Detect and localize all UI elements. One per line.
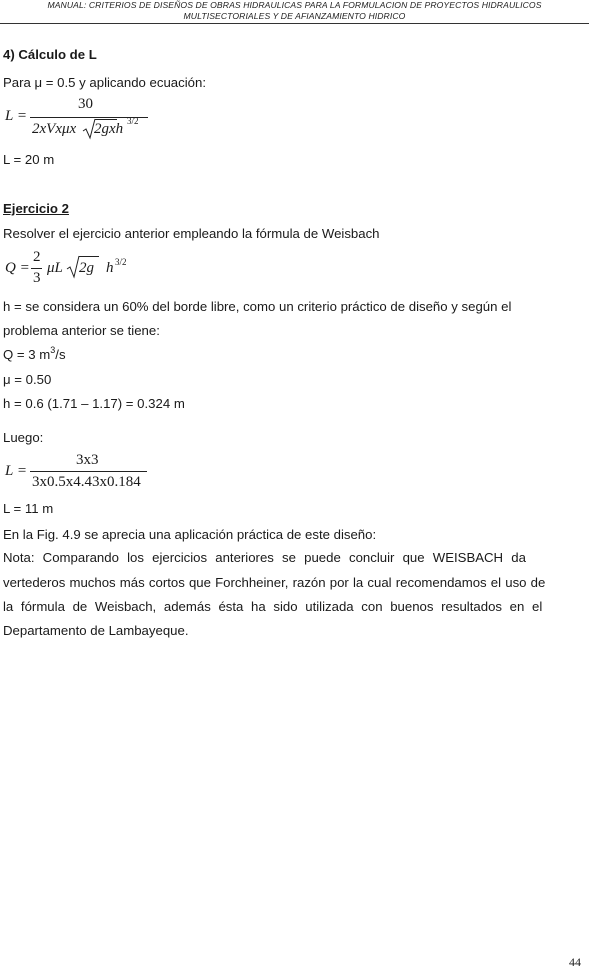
header-line-2: MULTISECTORIALES Y DE AFIANZAMIENTO HIDRICO [183,11,406,21]
intro-text: Para μ = 0.5 y aplicando ecuación: [3,75,206,90]
eq3-numerator: 3x3 [76,452,99,468]
fig-reference: En la Fig. 4.9 se aprecia una aplicación práctica de este diseño: [3,527,377,542]
eq3-fraction-bar [30,471,147,472]
eq1-numerator: 30 [78,96,93,112]
eq1-lhs: L = [5,108,27,124]
eq1-exponent: 3/2 [127,116,139,126]
header-divider [0,23,589,24]
eq2-exponent: 3/2 [115,257,127,267]
ejercicio-statement: Resolver el ejercicio anterior empleando la fórmula de Weisbach [3,226,380,241]
page-number: 44 [569,955,581,969]
eq2-frac-num: 2 [33,249,41,265]
eq3-denominator: 3x0.5x4.43x0.184 [32,474,141,490]
eq2-frac-den: 3 [33,270,41,286]
q-exponent: 3 [50,345,56,355]
mu-value: μ = 0.50 [3,372,52,387]
q-value: Q = 3 $m^3/s$ [3,345,66,362]
eq2-h: h [106,260,114,276]
eq2-root-bar [79,256,99,257]
h-description-line-2: problema anterior se tiene: [3,323,160,338]
result-l-11: L = 11 m [3,501,54,516]
nota-line-4: Departamento de Lambayeque. [3,623,189,638]
nota-line-3: la fórmula de Weisbach, además ésta ha sido utilizada con buenos resultados en el [3,599,543,614]
eq1-root-bar [95,119,117,120]
nota-line-2: vertederos muchos más cortos que Forchheiner, razón por la cual recomendamos el uso de [3,575,546,590]
ejercicio-title: Ejercicio 2 [3,201,69,216]
eq2-root: 2g [79,260,94,276]
eq2-lhs: Q = [5,260,30,276]
h-description-line-1: h = se considera un 60% del borde libre, como un criterio práctico de diseño y según el [3,299,512,314]
nota-line-1: Nota: Comparando los ejercicios anteriores se puede concluir que WEISBACH da [3,550,526,565]
sqrt-icon [66,255,80,279]
eq1-denominator-a: 2xVxμx [32,121,77,137]
header-line-1: MANUAL: CRITERIOS DE DISEÑOS DE OBRAS HIDRAULICAS PARA LA FORMULACION DE PROYECTOS HIDRAULICOS [47,0,542,10]
section-title: 4) Cálculo de L [3,47,97,62]
result-l-20: L = 20 m [3,152,55,167]
h-value: h = 0.6 (1.71 – 1.17) = 0.324 m [3,396,185,411]
eq3-lhs: L = [5,463,27,479]
eq2-fraction-bar [31,268,42,269]
running-header [0,0,589,22]
luego-label: Luego: [3,430,44,445]
eq1-denominator-b: 2gxh [94,121,124,137]
eq2-mu-l: μL [47,260,63,276]
